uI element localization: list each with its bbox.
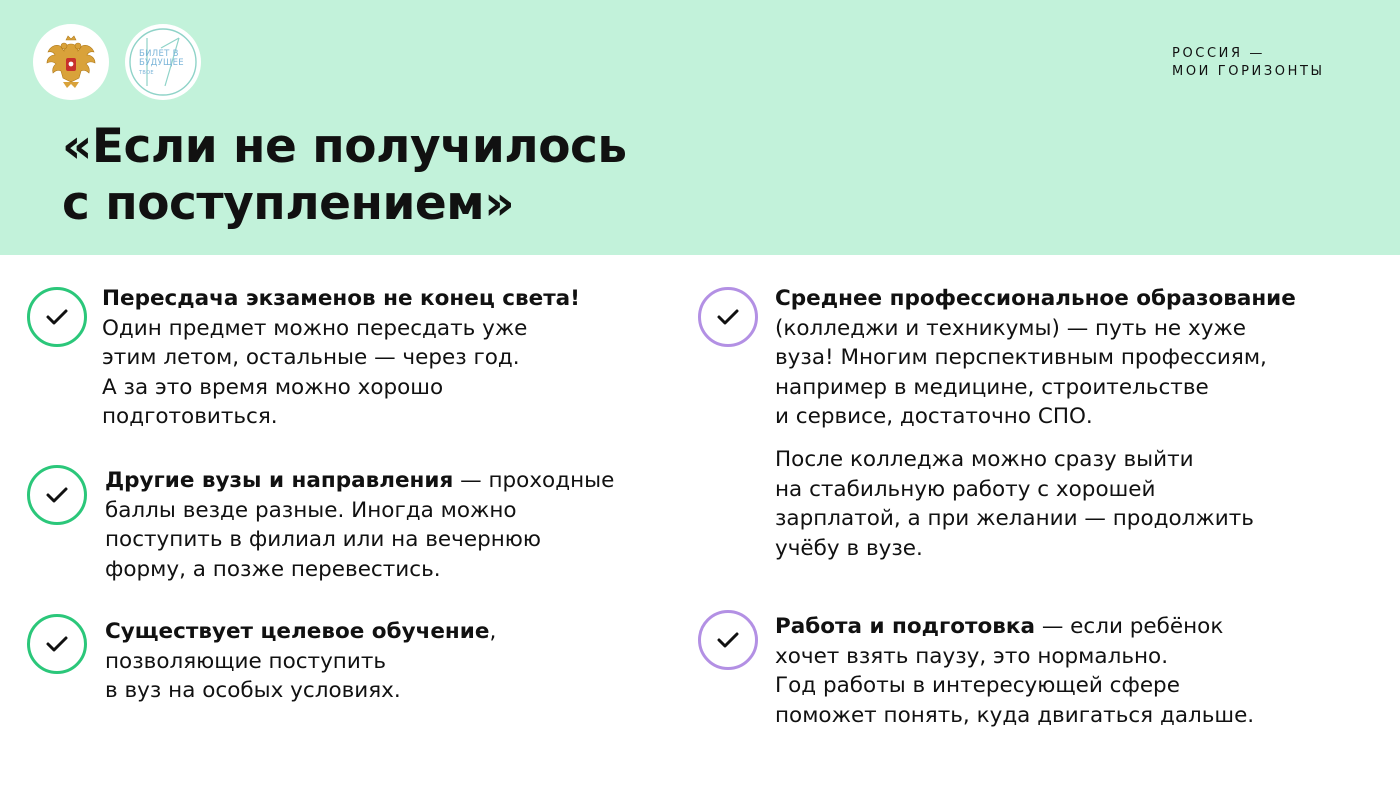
item-line: поступить в филиал или на вечернюю xyxy=(105,527,541,552)
item-text: Существует целевое обучение, позволяющие поступить в вуз на особых условиях. xyxy=(105,617,496,706)
bilet-v-budushchee-logo xyxy=(125,24,201,100)
item-heading: Существует целевое обучение xyxy=(105,619,490,644)
item-line: позволяющие поступить xyxy=(105,648,387,674)
item-heading: Среднее профессиональное образование xyxy=(775,286,1296,311)
item-heading: Работа и подготовка xyxy=(775,614,1035,639)
item-line: в вуз на особых условиях. xyxy=(105,678,401,703)
brand-line-1: РОССИЯ — xyxy=(1172,46,1265,61)
item-line: Год работы в интересующей сфере xyxy=(775,673,1180,698)
ticket-logo-text: БИЛЕТ В БУДУЩЕЕ ТВОЕ xyxy=(139,49,184,76)
item-line: баллы везде разные. Иногда можно xyxy=(105,497,517,523)
brand-label xyxy=(1172,45,1372,81)
item-line: хочет взять паузу, это нормально. xyxy=(775,643,1169,669)
item-line: этим летом, остальные — через год. xyxy=(102,345,520,370)
item-line: (колледжи и техникумы) — путь не хуже xyxy=(775,315,1247,341)
item-line: и сервисе, достаточно СПО. xyxy=(775,404,1093,429)
item-line: например в медицине, строительстве xyxy=(775,374,1209,400)
item-line: поможет понять, куда двигаться дальше. xyxy=(775,702,1255,728)
item-line: зарплатой, а при желании — продолжить xyxy=(775,506,1254,531)
item-line: После колледжа можно сразу выйти xyxy=(775,447,1194,472)
item-text xyxy=(102,284,580,432)
item-line: Один предмет можно пересдать уже xyxy=(102,315,528,341)
checkmark-icon xyxy=(698,287,758,347)
header-banner xyxy=(0,0,1400,255)
item-text: Работа и подготовка — если ребёнок хочет взять паузу, это нормально. Год работы в интересующей сфере поможет понять, куда двигаться дальше. xyxy=(775,612,1254,730)
item-line: форму, а позже перевестись. xyxy=(105,556,441,582)
item-text xyxy=(775,284,1296,432)
checkmark-icon xyxy=(698,610,758,670)
checkmark-icon xyxy=(27,287,87,347)
title-line-1: «Если не получилось xyxy=(62,119,627,174)
item-line: на стабильную работу с хорошей xyxy=(775,476,1156,502)
checkmark-icon xyxy=(27,614,87,674)
item-line: А за это время можно хорошо xyxy=(102,374,444,400)
item-heading: Другие вузы и направления xyxy=(105,468,454,493)
title-line-2: с поступлением» xyxy=(62,176,515,231)
brand-line-2: МОИ ГОРИЗОНТЫ xyxy=(1172,64,1325,79)
item-text: Другие вузы и направления — проходные баллы везде разные. Иногда можно поступить в филиал или на вечернюю форму, а позже перевестись. xyxy=(105,466,614,584)
item-text-extra xyxy=(775,445,1254,563)
ministry-emblem-icon xyxy=(33,24,109,100)
item-heading: Пересдача экзаменов не конец света! xyxy=(102,286,580,311)
item-line: вуза! Многим перспективным профессиям, xyxy=(775,345,1267,370)
checkmark-icon xyxy=(27,465,87,525)
item-line: учёбу в вузе. xyxy=(775,535,923,561)
page-title xyxy=(62,118,862,232)
item-line: подготовиться. xyxy=(102,404,278,429)
